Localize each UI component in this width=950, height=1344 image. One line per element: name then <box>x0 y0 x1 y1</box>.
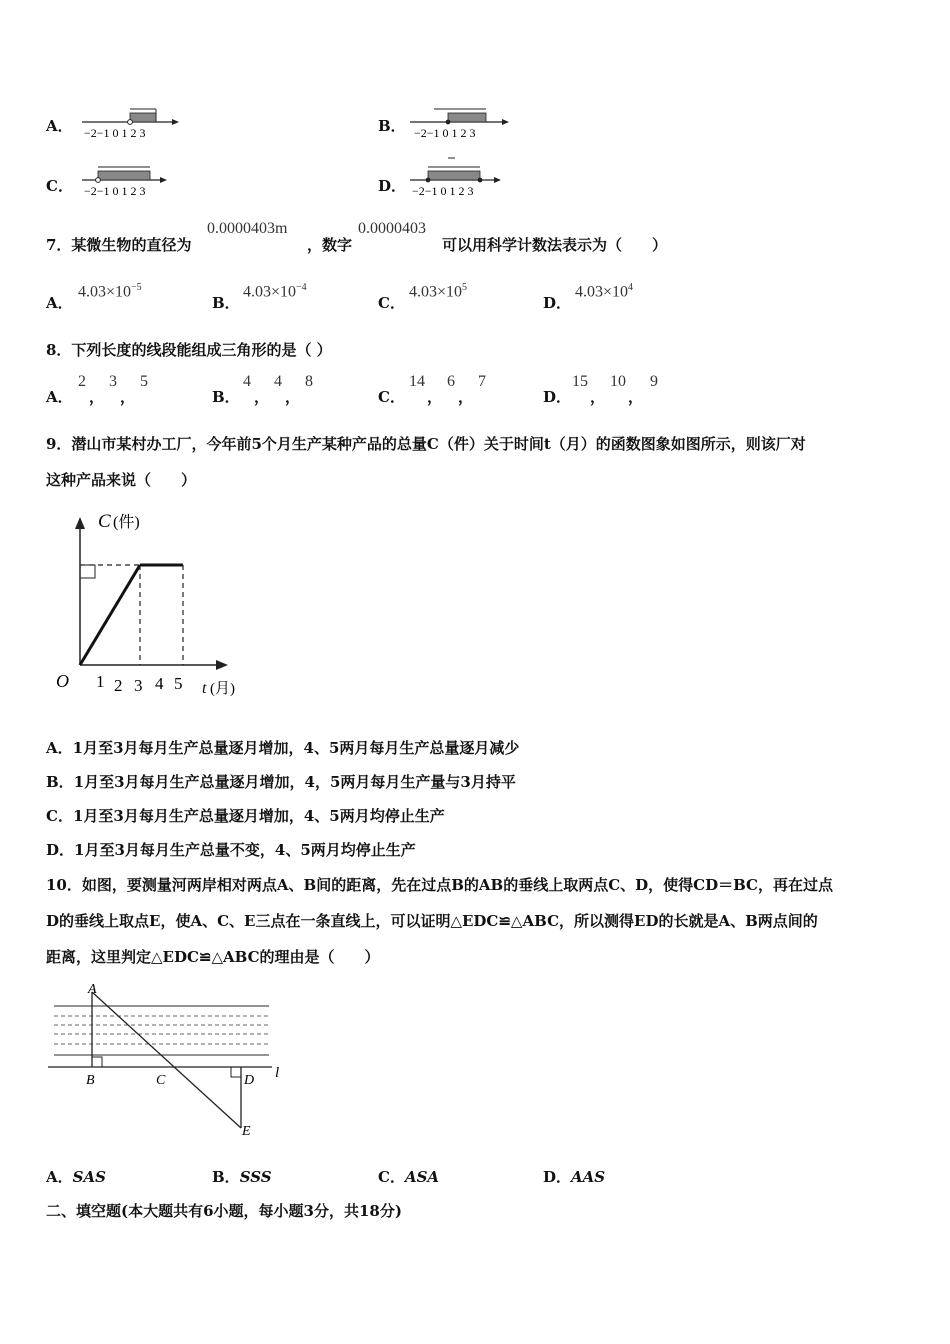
q8-c-v2: 6 <box>447 373 455 390</box>
q7-option-d-label: D． <box>543 294 572 312</box>
q9-xtick-5: 5 <box>174 674 183 693</box>
q8-option-d-label: D． <box>543 388 572 406</box>
q10-option-c: C．ASA <box>378 1168 440 1186</box>
q8-a-v3: 5 <box>140 373 148 390</box>
q9-y-unit: (件) <box>113 514 140 531</box>
q9-origin: O <box>56 671 69 691</box>
q10-label-l: l <box>275 1065 280 1081</box>
q8-a-sep1: ， <box>89 388 105 406</box>
q8-d-sep2: ， <box>628 388 644 406</box>
q10-stem-line2: D的垂线上取点E，使A、C、E三点在一条直线上，可以证明△EDC≌△ABC，所以测得ED的长就是A、B两点间的 <box>46 912 818 930</box>
q6-option-b-label: B． <box>378 117 406 135</box>
q8-d-v1: 15 <box>572 373 588 390</box>
q6-b-ticks: −2−1 0 1 2 3 <box>414 126 476 140</box>
q8-b-sep2: ， <box>285 388 301 406</box>
q8-option-c-label: C． <box>378 388 405 406</box>
q7-option-c-label: C． <box>378 294 405 312</box>
q7-option-d-value: $4.03\times 10^4$ <box>575 282 634 301</box>
q9-stem-line2: 这种产品来说（ ） <box>46 471 197 489</box>
q7-stem-c: 可以用科学计数法表示为（ ） <box>442 236 668 254</box>
q7-option-c-value: $4.03\times 10^5$ <box>409 282 468 301</box>
q8-option-b-label: B． <box>212 388 240 406</box>
q10-label-c: C <box>156 1073 166 1088</box>
q8-d-v3: 9 <box>650 373 658 390</box>
q8-a-sep2: ， <box>120 388 136 406</box>
q6-option-c-numberline <box>80 162 190 198</box>
q10-option-b: B．SSS <box>212 1168 272 1186</box>
q6-a-ticks: −2−1 0 1 2 3 <box>84 126 146 140</box>
q9-graph <box>50 505 260 705</box>
q6-d-ticks: −2−1 0 1 2 3 <box>412 184 474 198</box>
q9-xtick-2: 2 <box>114 676 123 695</box>
q6-option-d-label: D． <box>378 177 407 195</box>
q7-option-b-label: B． <box>212 294 240 312</box>
q8-c-v3: 7 <box>478 373 486 390</box>
q8-c-sep1: ， <box>427 388 443 406</box>
q10-river-figure <box>44 978 294 1143</box>
q9-xtick-3: 3 <box>134 676 143 695</box>
q7-stem-b: ，数字 <box>307 236 353 254</box>
q9-y-var: C <box>98 511 111 532</box>
q7-option-a-value: $4.03\times 10^{-5}$ <box>78 282 142 301</box>
q8-d-v2: 10 <box>610 373 626 390</box>
q8-c-v1: 14 <box>409 373 425 390</box>
q9-x-unit: (月) <box>210 681 235 697</box>
q8-a-v2: 3 <box>109 373 117 390</box>
q7-value-m: 0.0000403m <box>207 220 288 237</box>
q8-stem: 8．下列长度的线段能组成三角形的是（ ） <box>46 341 332 359</box>
q6-option-a-label: A． <box>46 117 73 135</box>
q6-c-ticks: −2−1 0 1 2 3 <box>84 184 146 198</box>
q9-stem-line1: 9．潜山市某村办工厂，今年前5个月生产某种产品的总量C（件）关于时间t（月）的函数图象如图所示，则该厂对 <box>46 435 806 453</box>
q9-xtick-4: 4 <box>155 674 164 693</box>
q9-option-a: A．1月至3月每月生产总量逐月增加，4、5两月每月生产总量逐月减少 <box>46 739 520 757</box>
q8-b-v1: 4 <box>243 373 251 390</box>
q8-b-sep1: ， <box>254 388 270 406</box>
q9-x-var: t <box>202 680 207 697</box>
q6-option-d-numberline <box>408 152 518 198</box>
q10-label-e: E <box>242 1124 251 1139</box>
q8-b-v3: 8 <box>305 373 313 390</box>
q6-option-a-numberline <box>80 104 190 140</box>
q8-b-v2: 4 <box>274 373 282 390</box>
section-2-heading: 二、填空题(本大题共有6小题，每小题3分，共18分) <box>46 1202 402 1220</box>
q10-stem-line3: 距离，这里判定△EDC≌△ABC的理由是（ ） <box>46 948 380 966</box>
q10-label-b: B <box>86 1073 95 1088</box>
q7-stem-a: 7．某微生物的直径为 <box>46 236 192 254</box>
q9-xtick-1: 1 <box>96 672 105 691</box>
q9-option-c: C．1月至3月每月生产总量逐月增加，4、5两月均停止生产 <box>46 807 445 825</box>
q10-option-d: D．AAS <box>543 1168 606 1186</box>
q8-option-a-label: A． <box>46 388 73 406</box>
q8-a-v1: 2 <box>78 373 86 390</box>
q9-option-d: D．1月至3月每月生产总量不变，4、5两月均停止生产 <box>46 841 416 859</box>
q10-label-d: D <box>244 1073 255 1088</box>
q10-option-a: A．SAS <box>46 1168 106 1186</box>
q7-option-a-label: A． <box>46 294 73 312</box>
q8-d-sep1: ， <box>590 388 606 406</box>
q10-stem-line1: 10．如图，要测量河两岸相对两点A、B间的距离，先在过点B的AB的垂线上取两点C、D，使得CD＝BC，再在过点 <box>46 876 833 894</box>
q10-label-a: A <box>88 982 97 997</box>
q9-option-b: B．1月至3月每月生产总量逐月增加，4，5两月每月生产量与3月持平 <box>46 773 516 791</box>
q7-value: 0.0000403 <box>358 220 426 237</box>
q6-option-c-label: C． <box>46 177 73 195</box>
q6-option-b-numberline <box>408 104 518 140</box>
q8-c-sep2: ， <box>458 388 474 406</box>
q7-option-b-value: $4.03\times 10^{-4}$ <box>243 282 307 301</box>
